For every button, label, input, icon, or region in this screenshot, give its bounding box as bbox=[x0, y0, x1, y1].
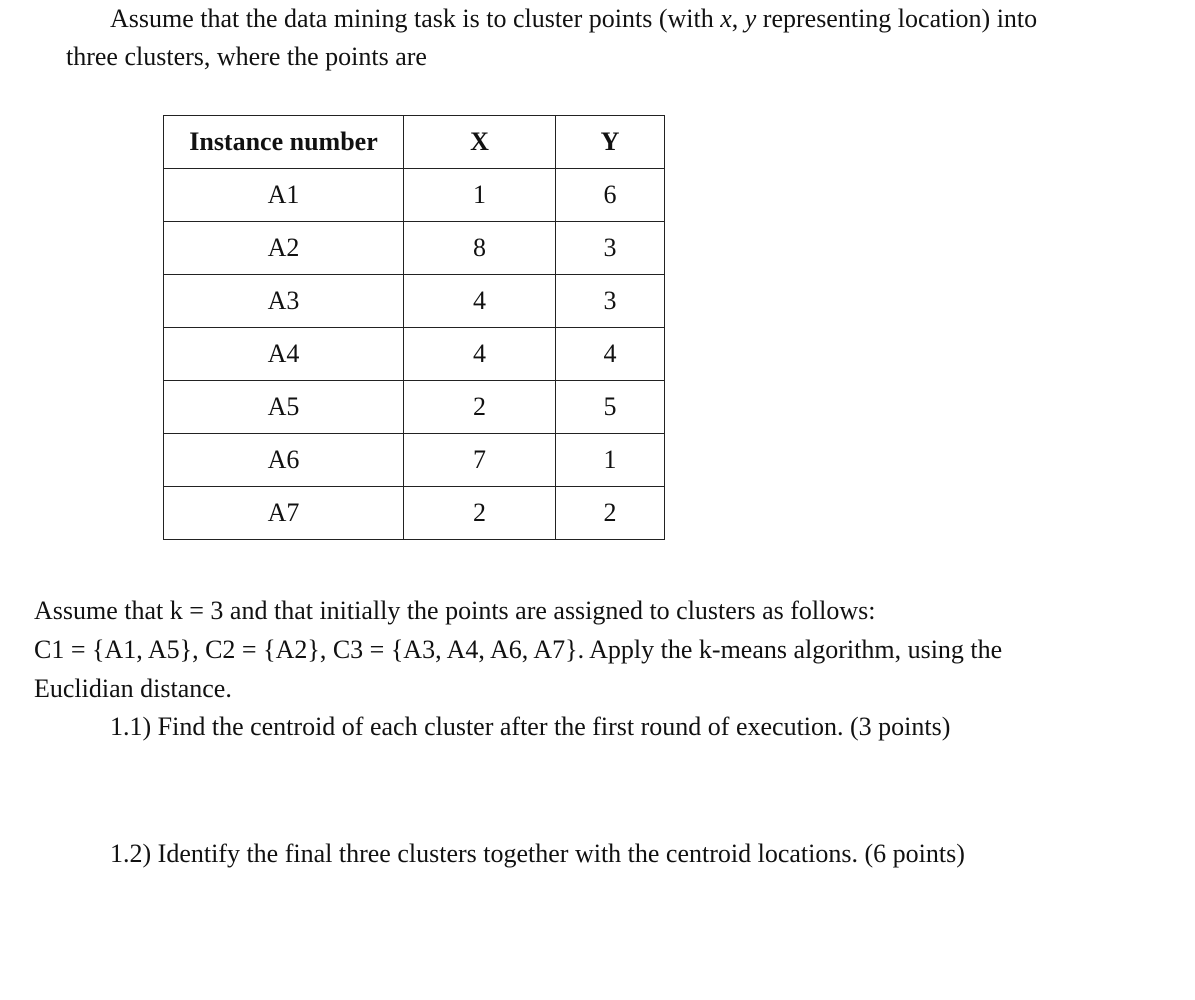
cell-instance: A5 bbox=[164, 381, 404, 434]
cell-x: 7 bbox=[404, 434, 556, 487]
table-row bbox=[164, 434, 665, 487]
cell-instance: A6 bbox=[164, 434, 404, 487]
variable-y: y bbox=[744, 4, 757, 33]
cell-instance: A3 bbox=[164, 275, 404, 328]
cell-y: 3 bbox=[556, 222, 665, 275]
cell-y: 4 bbox=[556, 328, 665, 381]
variable-x: x bbox=[720, 4, 732, 33]
header-instance-number: Instance number bbox=[164, 116, 404, 169]
cell-y: 3 bbox=[556, 275, 665, 328]
header-x: X bbox=[404, 116, 556, 169]
intro-text-part: Assume that the data mining task is to cluster points (with bbox=[110, 4, 721, 33]
cell-x: 2 bbox=[404, 381, 556, 434]
intro-text-line-2: three clusters, where the points are bbox=[66, 42, 427, 71]
cell-y: 5 bbox=[556, 381, 665, 434]
cell-x: 4 bbox=[404, 275, 556, 328]
cell-x: 2 bbox=[404, 487, 556, 540]
table-row bbox=[164, 328, 665, 381]
intro-text-line-1 bbox=[110, 6, 1037, 32]
paragraph-line-2: C1 = {A1, A5}, C2 = {A2}, C3 = {A3, A4, A6, A7}. Apply the k-means algorithm, using the bbox=[34, 635, 1003, 664]
comma-separator: , bbox=[731, 4, 745, 33]
cell-x: 8 bbox=[404, 222, 556, 275]
cell-x: 4 bbox=[404, 328, 556, 381]
cell-y: 1 bbox=[556, 434, 665, 487]
cell-instance: A4 bbox=[164, 328, 404, 381]
table-row bbox=[164, 169, 665, 222]
cell-instance: A7 bbox=[164, 487, 404, 540]
paragraph-line-1: Assume that k = 3 and that initially the points are assigned to clusters as follows: bbox=[34, 596, 876, 625]
question-1-2: 1.2) Identify the final three clusters together with the centroid locations. (6 points) bbox=[110, 839, 965, 868]
paragraph-line-3: Euclidian distance. bbox=[34, 674, 232, 703]
header-y: Y bbox=[556, 116, 665, 169]
points-table bbox=[163, 115, 665, 540]
cell-instance: A1 bbox=[164, 169, 404, 222]
table-row bbox=[164, 222, 665, 275]
intro-text-part: representing location) into bbox=[756, 4, 1038, 33]
cell-y: 2 bbox=[556, 487, 665, 540]
cell-instance: A2 bbox=[164, 222, 404, 275]
table-row bbox=[164, 275, 665, 328]
cell-y: 6 bbox=[556, 169, 665, 222]
table-header-row bbox=[164, 116, 665, 169]
question-1-1: 1.1) Find the centroid of each cluster after the first round of execution. (3 points) bbox=[110, 712, 951, 741]
table-row bbox=[164, 381, 665, 434]
table-row bbox=[164, 487, 665, 540]
cell-x: 1 bbox=[404, 169, 556, 222]
